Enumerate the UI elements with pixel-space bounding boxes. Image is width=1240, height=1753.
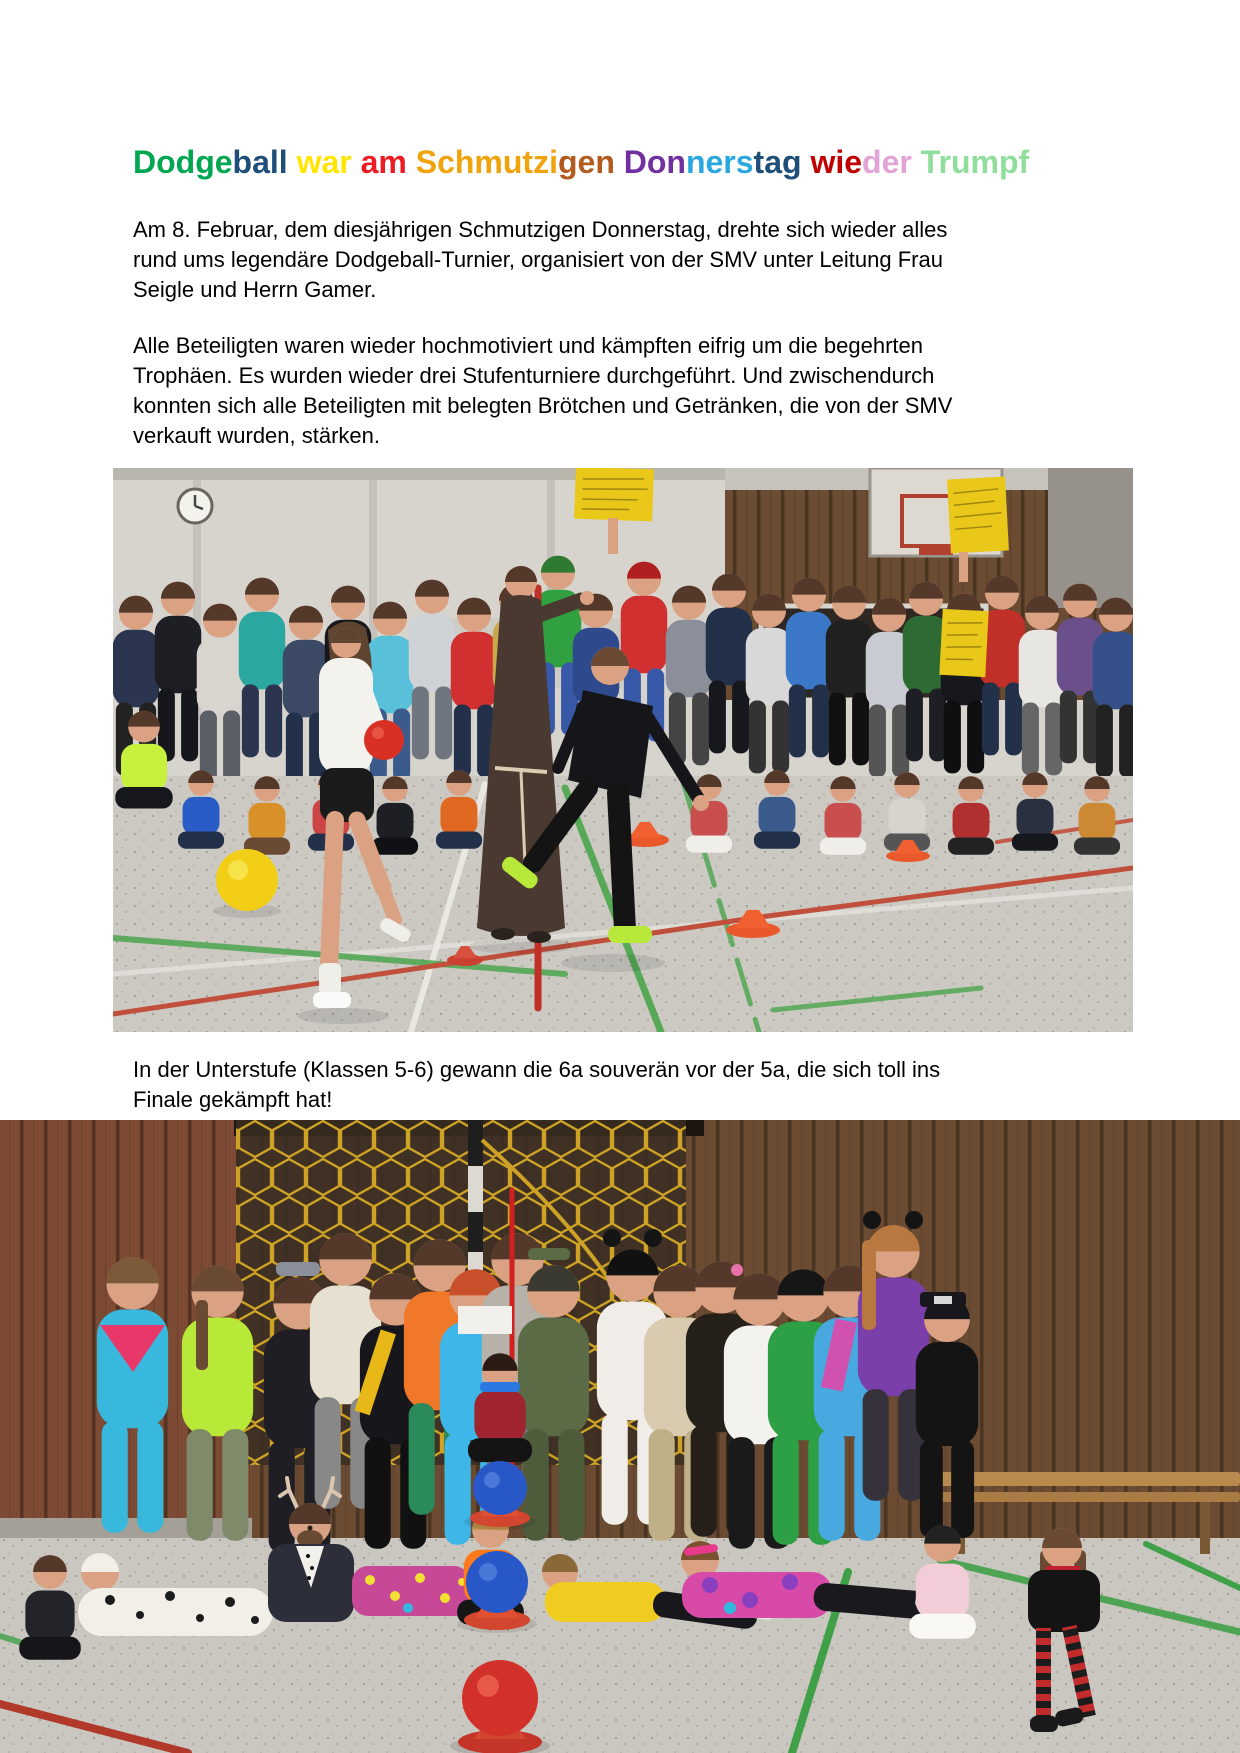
text-line: rund ums legendäre Dodgeball-Turnier, organisiert von der SMV unter Leitung Frau xyxy=(133,247,943,272)
title-segment: Dodge xyxy=(133,144,233,180)
text-line: In der Unterstufe (Klassen 5-6) gewann die 6a souverän vor der 5a, die sich toll ins xyxy=(133,1057,941,1082)
text-line: konnten sich alle Beteiligten mit belegten Brötchen und Getränken, die von der SMV xyxy=(133,393,953,418)
title-segment: gen xyxy=(557,144,615,180)
text-line: Alle Beteiligten waren wieder hochmotiviert und kämpften eifrig um die begehrten xyxy=(133,333,923,358)
paragraph-unterstufe xyxy=(133,1055,940,1115)
page-title xyxy=(133,144,1029,181)
title-segment: ners xyxy=(685,144,754,180)
title-segment: ball xyxy=(232,144,288,180)
paragraph-tournament xyxy=(133,331,952,451)
paragraph-intro xyxy=(133,215,947,305)
wall-clock xyxy=(178,489,212,523)
title-segment: war xyxy=(287,144,352,180)
title-segment: Don xyxy=(614,144,686,180)
title-segment: Trumpf xyxy=(911,144,1030,180)
text-line: Seigle und Herrn Gamer. xyxy=(133,277,377,302)
leopard-blanket xyxy=(352,1566,470,1616)
text-line: Trophäen. Es wurden wieder drei Stufenturniere durchgeführt. Und zwischendurch xyxy=(133,363,935,388)
title-segment: der xyxy=(862,144,912,180)
text-line: Am 8. Februar, dem diesjährigen Schmutzigen Donnerstag, drehte sich wieder alles xyxy=(133,217,948,242)
title-segment: am xyxy=(351,144,407,180)
photo-dodgeball-action xyxy=(113,468,1133,1032)
photo-group-unterstufe xyxy=(0,1120,1240,1753)
title-segment: wie xyxy=(801,144,863,180)
text-line: Finale gekämpft hat! xyxy=(133,1087,333,1112)
title-segment: Schmutzi xyxy=(406,144,558,180)
text-line: verkauft wurden, stärken. xyxy=(133,423,381,448)
title-segment: tag xyxy=(753,144,802,180)
